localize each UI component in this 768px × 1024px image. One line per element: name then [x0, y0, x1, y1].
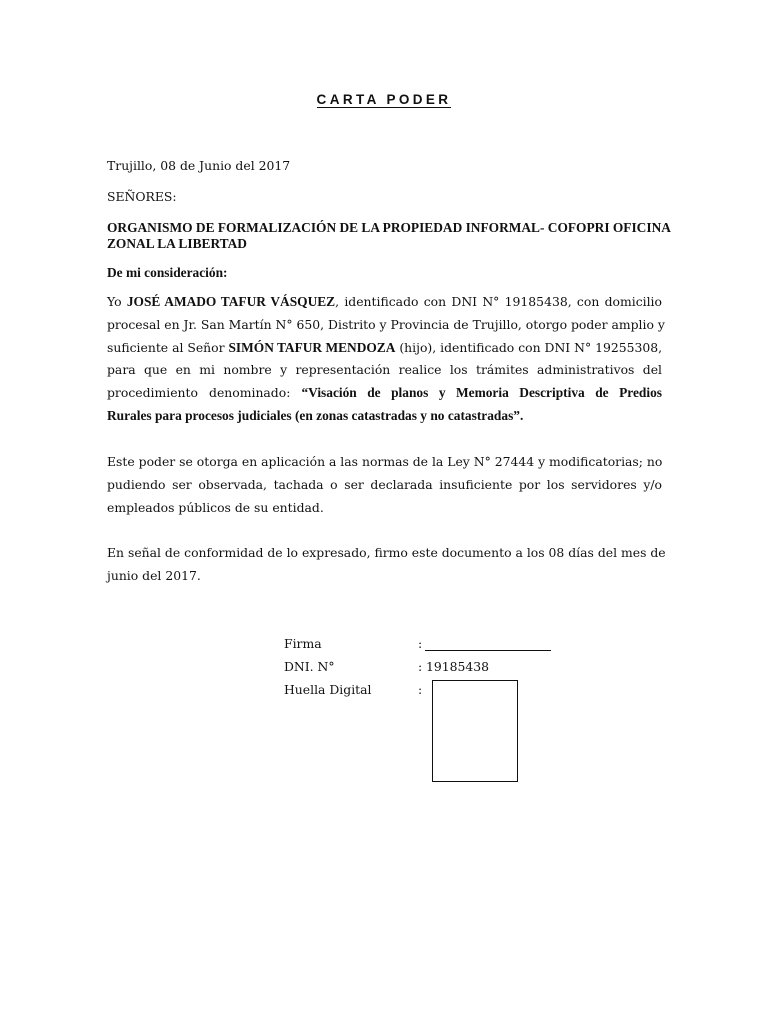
grantee-name: SIMÓN TAFUR MENDOZA [228, 340, 396, 355]
recipient-line-2: ZONAL LA LIBERTAD [107, 236, 247, 251]
recipient-line-1: ORGANISMO DE FORMALIZACIÓN DE LA PROPIEDAD INFORMAL- COFOPRI OFICINA [107, 220, 671, 235]
firma-colon: : [418, 636, 423, 651]
body1-line-4: para que en mi nombre y representación realice los trámites administrativos del [107, 362, 662, 377]
body1-line-3: suficiente al Señor SIMÓN TAFUR MENDOZA (hijo), identificado con DNI N° 19255308, [107, 340, 663, 355]
date-line: Trujillo, 08 de Junio del 2017 [107, 158, 291, 173]
document-title: CARTA PODER [316, 92, 452, 107]
body1-line-2: procesal en Jr. San Martín N° 650, Distrito y Provincia de Trujillo, otorgo poder amplio y [107, 317, 665, 332]
huella-colon: : [418, 682, 423, 697]
fingerprint-box [432, 680, 518, 782]
greeting: De mi consideración: [107, 265, 228, 280]
dni-label: DNI. N° [284, 659, 335, 674]
salutation: SEÑORES: [107, 189, 177, 204]
body2-line-3: empleados públicos de su entidad. [107, 500, 324, 515]
body3-line-2: junio del 2017. [107, 568, 201, 583]
firma-label: Firma [284, 636, 322, 651]
procedure-name: “Visación de planos y Memoria Descriptiva de Predios [301, 385, 662, 400]
dni-value: 19185438 [426, 659, 490, 674]
signature-line [425, 650, 551, 651]
body2-line-1: Este poder se otorga en aplicación a las normas de la Ley N° 27444 y modificatorias; no [107, 454, 663, 469]
huella-label: Huella Digital [284, 682, 372, 697]
body2-line-2: pudiendo ser observada, tachada o ser declarada insuficiente por los servidores y/o [107, 477, 662, 492]
grantor-name: JOSÉ AMADO TAFUR VÁSQUEZ [126, 294, 336, 309]
body3-line-1: En señal de conformidad de lo expresado, firmo este documento a los 08 días del mes de [107, 545, 666, 560]
body1-line-6: Rurales para procesos judiciales (en zonas catastradas y no catastradas”. [107, 408, 524, 423]
dni-colon: : [418, 659, 423, 674]
body1-line-5: procedimiento denominado: “Visación de planos y Memoria Descriptiva de Predios [107, 385, 662, 400]
body1-line-1: Yo JOSÉ AMADO TAFUR VÁSQUEZ, identificado con DNI N° 19185438, con domicilio [107, 294, 662, 309]
